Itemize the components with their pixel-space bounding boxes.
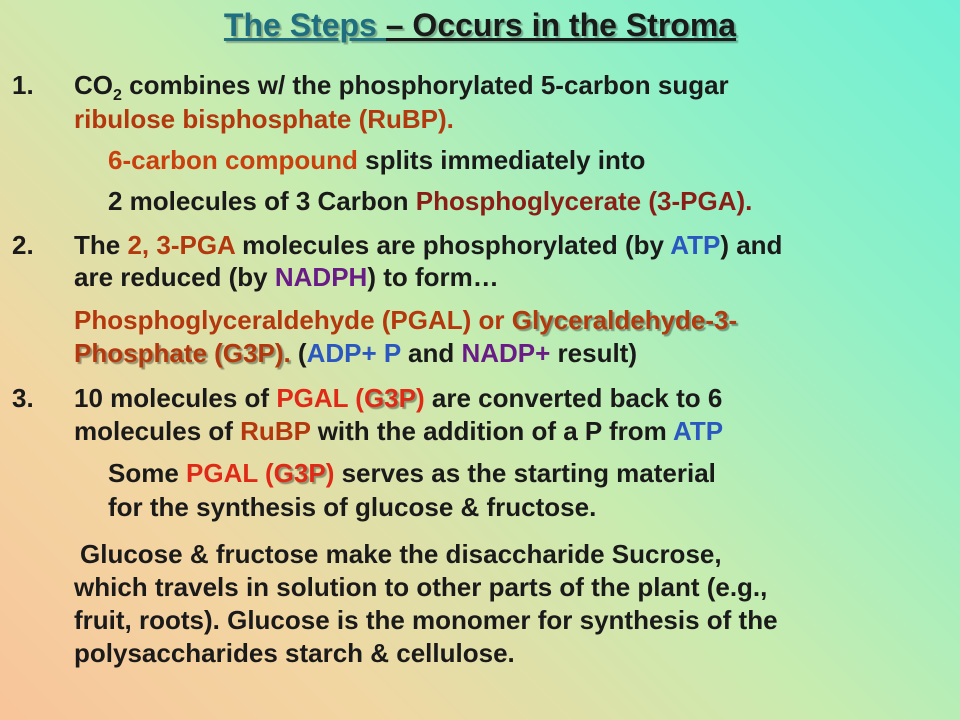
step-1-line-1: $CO_2$ combines w/ the phosphorylated 5-carbon sugar [74,70,729,105]
step-2-line-1: The 2, 3-PGA molecules are phosphorylated (by ATP) and [74,230,783,260]
slide-title [0,6,960,44]
step-3-line-3: Some PGAL (G3P) serves as the starting material [108,458,716,488]
step-3-number: 3. [12,383,34,413]
closing-line-4: polysaccharides starch & cellulose. [74,638,515,668]
closing-line-3: fruit, roots). Glucose is the monomer for synthesis of the [74,605,778,635]
step-1-line-3: 6-carbon compound splits immediately into [108,145,646,175]
title-steps: The Steps [223,7,386,43]
step-2-line-2: are reduced (by NADPH) to form… [74,262,499,292]
step-3-line-1: 10 molecules of PGAL (G3P) are converted back to 6 [74,383,723,413]
step-3-line-2: molecules of RuBP with the addition of a P from ATP [74,416,724,446]
step-2-number: 2. [12,230,34,260]
step-1-line-2: ribulose bisphosphate (RuBP). [74,104,454,134]
step-1-number: 1. [12,70,34,100]
step-3-line-4: for the synthesis of glucose & fructose. [108,492,597,522]
closing-line-1: Glucose & fructose make the disaccharide Sucrose, [80,539,722,569]
step-2-line-3: Phosphoglyceraldehyde (PGAL) or Glyceraldehyde-3- [74,305,738,335]
step-2-line-4: Phosphate (G3P). (ADP+ P and NADP+ result) [74,338,637,368]
step-1-line-4: 2 molecules of 3 Carbon Phosphoglycerate (3-PGA). [108,186,753,216]
closing-line-2: which travels in solution to other parts of the plant (e.g., [74,572,768,602]
title-rest: – Occurs in the Stroma [385,7,737,43]
